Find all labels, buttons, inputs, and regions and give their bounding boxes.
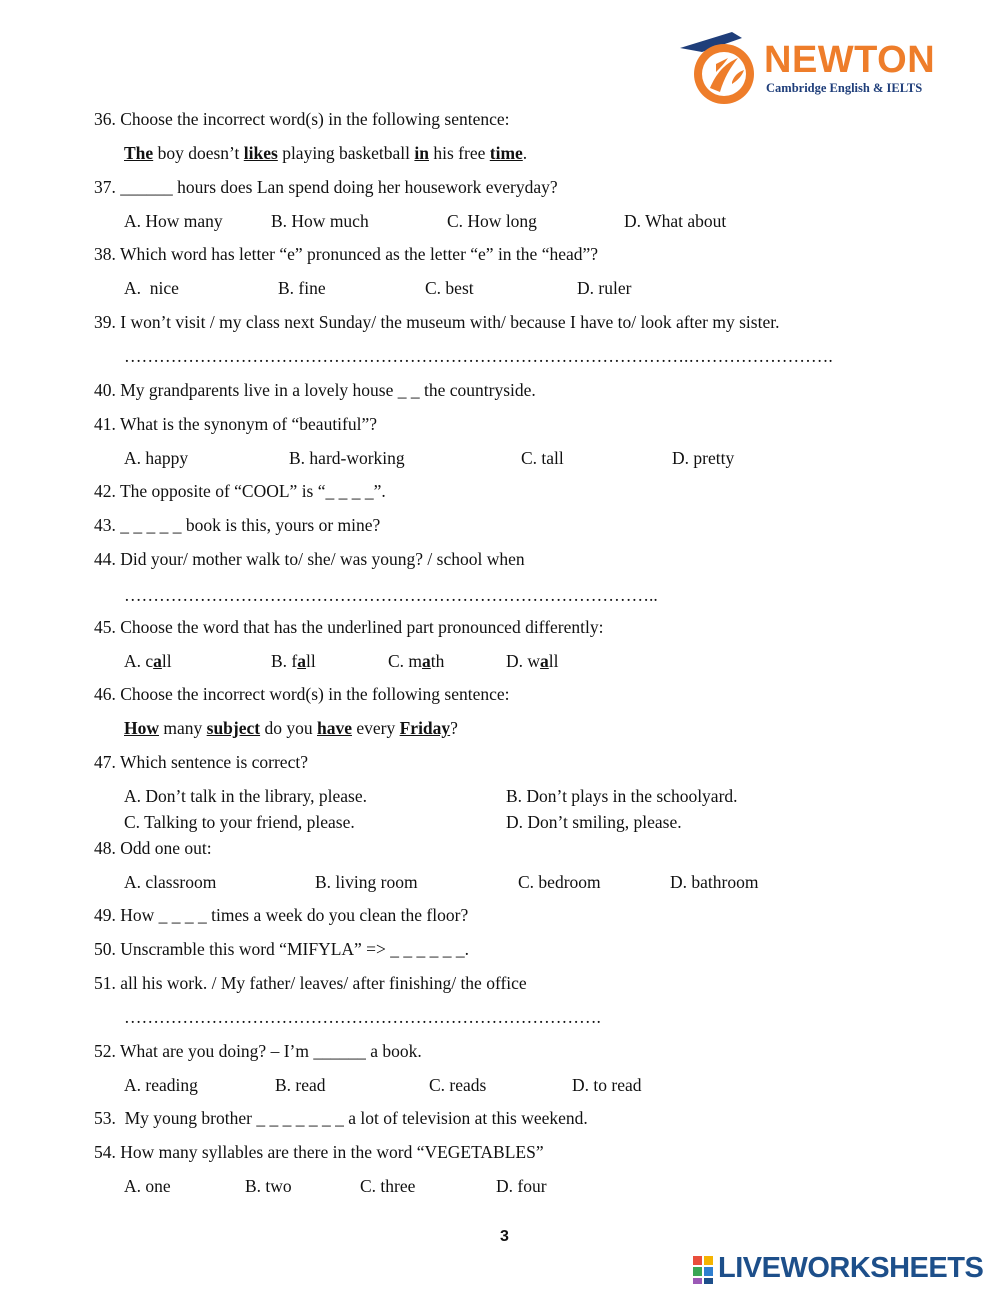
q54-option-b: B. two	[245, 1176, 292, 1196]
answer-line-39: …………………………………………………………………………………….…………………….	[124, 346, 833, 366]
question-41: 41. What is the synonym of “beautiful”?	[94, 414, 378, 434]
q41-option-d: D. pretty	[672, 448, 735, 468]
page-number: 3	[500, 1228, 509, 1245]
q45-option-a: A. call	[124, 651, 172, 671]
liveworksheets-icon	[692, 1254, 716, 1286]
q37-option-a: A. How many	[124, 211, 223, 231]
question-54: 54. How many syllables are there in the word “VEGETABLES”	[94, 1142, 544, 1162]
q47-option-c: C. Talking to your friend, please.	[124, 812, 355, 832]
q38-option-c: C. best	[425, 278, 474, 298]
question-52: 52. What are you doing? – I’m ______ a book.	[94, 1041, 422, 1061]
question-50: 50. Unscramble this word “MIFYLA” => _ _ _ _ _ _.	[94, 939, 470, 959]
q47-option-b: B. Don’t plays in the schoolyard.	[506, 786, 738, 806]
question-44: 44. Did your/ mother walk to/ she/ was young? / school when	[94, 549, 525, 569]
question-46: 46. Choose the incorrect word(s) in the following sentence:	[94, 684, 510, 704]
q38-option-d: D. ruler	[577, 278, 632, 298]
question-46-sentence: How many subject do you have every Friday?	[124, 718, 458, 738]
q38-option-b: B. fine	[278, 278, 326, 298]
question-42: 42. The opposite of “COOL” is “_ _ _ _”.	[94, 481, 386, 501]
question-38: 38. Which word has letter “e” pronunced as the letter “e” in the “head”?	[94, 244, 599, 264]
question-43: 43. _ _ _ _ _ book is this, yours or mine?	[94, 515, 381, 535]
q45-option-d: D. wall	[506, 651, 559, 671]
q37-option-d: D. What about	[624, 211, 727, 231]
q52-option-d: D. to read	[572, 1075, 642, 1095]
q37-option-c: C. How long	[447, 211, 537, 231]
q48-option-c: C. bedroom	[518, 872, 601, 892]
q52-option-c: C. reads	[429, 1075, 487, 1095]
q45-option-b: B. fall	[271, 651, 316, 671]
q54-option-d: D. four	[496, 1176, 547, 1196]
q37-option-b: B. How much	[271, 211, 369, 231]
question-49: 49. How _ _ _ _ times a week do you clean the floor?	[94, 905, 469, 925]
q54-option-a: A. one	[124, 1176, 171, 1196]
question-47: 47. Which sentence is correct?	[94, 752, 308, 772]
question-53: 53. My young brother _ _ _ _ _ _ _ a lot of television at this weekend.	[94, 1108, 588, 1128]
question-51: 51. all his work. / My father/ leaves/ after finishing/ the office	[94, 973, 527, 993]
logo-brand: NEWTON	[764, 39, 936, 81]
q47-option-a: A. Don’t talk in the library, please.	[124, 786, 367, 806]
question-39: 39. I won’t visit / my class next Sunday/ the museum with/ because I have to/ look after my sister.	[94, 312, 780, 332]
q54-option-c: C. three	[360, 1176, 416, 1196]
q38-option-a: A. nice	[124, 278, 179, 298]
q41-option-a: A. happy	[124, 448, 189, 468]
q52-option-a: A. reading	[124, 1075, 198, 1095]
answer-line-44: ………………………………………………………………………………..	[124, 585, 658, 605]
q52-option-b: B. read	[275, 1075, 326, 1095]
question-37: 37. ______ hours does Lan spend doing her housework everyday?	[94, 177, 558, 197]
question-45: 45. Choose the word that has the underlined part pronounced differently:	[94, 617, 604, 637]
liveworksheets-brand: LIVEWORKSHEETS	[718, 1252, 984, 1284]
question-36: 36. Choose the incorrect word(s) in the following sentence:	[94, 109, 510, 129]
question-48: 48. Odd one out:	[94, 838, 212, 858]
q48-option-a: A. classroom	[124, 872, 217, 892]
q48-option-b: B. living room	[315, 872, 418, 892]
q45-option-c: C. math	[388, 651, 445, 671]
q41-option-c: C. tall	[521, 448, 564, 468]
question-36-sentence: The boy doesn’t likes playing basketball in his free time.	[124, 143, 528, 163]
q48-option-d: D. bathroom	[670, 872, 759, 892]
logo-tagline: Cambridge English & IELTS	[766, 81, 923, 95]
answer-line-51: ……………………………………………………………………….	[124, 1007, 601, 1027]
q47-option-d: D. Don’t smiling, please.	[506, 812, 682, 832]
q41-option-b: B. hard-working	[289, 448, 405, 468]
question-40: 40. My grandparents live in a lovely house _ _ the countryside.	[94, 380, 536, 400]
